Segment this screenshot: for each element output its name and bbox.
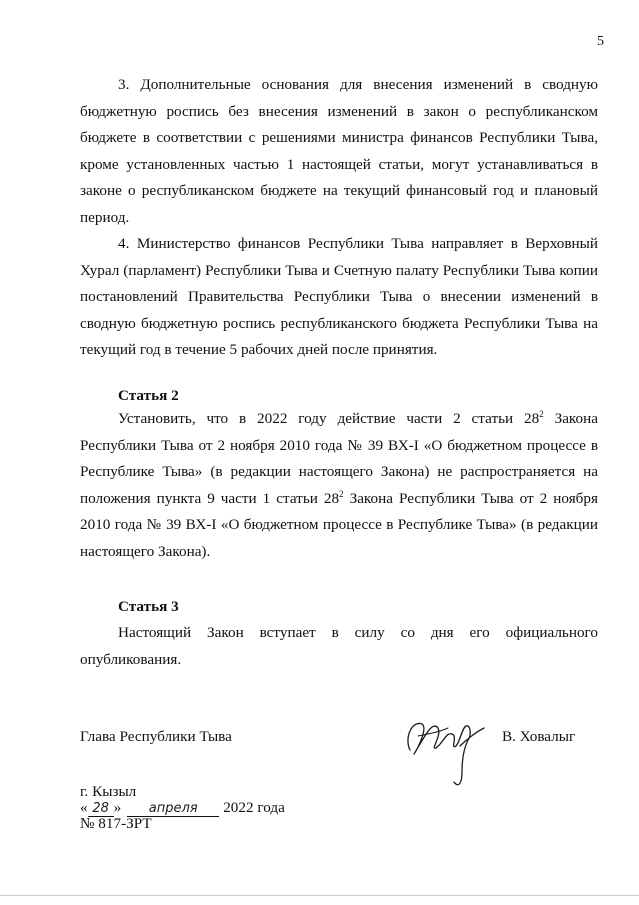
article-2-superscript-1: 2 xyxy=(539,409,544,419)
article-2-text-part2: Закона Республики Тыва от 2 ноября 2010 года № 39 ВХ-I «О бюджетном процессе в Республике Тыва» (в редакции настоящего Закона) не распространяется на положения пункта 9 части 1 статьи 28 xyxy=(80,410,599,507)
paragraph-3: 3. Дополнительные основания для внесения изменений в сводную бюджетную роспись без внесения изменений в закон о республиканском бюджете в соответствии с решениями министра финансов Республики Тыва, кроме установленных частью 1 настоящей статьи, могут устанавливаться в законе о республиканском бюджете на текущий финансовый год и плановый период. xyxy=(80,76,598,226)
date-quote-open: « xyxy=(80,799,88,816)
paragraph-4: 4. Министерство финансов Республики Тыва направляет в Верховный Хурал (парламент) Республики Тыва и Счетную палату Республики Тыва копии постановлений Правительства Республики Тыва о внесении изменений в сводную бюджетную роспись республиканского бюджета Республики Тыва на текущий год в течение 5 рабочих дней после принятия. xyxy=(80,235,598,358)
article-2-text xyxy=(80,406,598,565)
article-3-text: Настоящий Закон вступает в силу со дня его официального опубликования. xyxy=(80,624,598,668)
date-day: 28 xyxy=(88,801,114,817)
page-bottom-rule xyxy=(0,895,639,896)
article-3-heading: Статья 3 xyxy=(118,598,179,615)
article-2-text-part3: Закона Республики Тыва от 2 ноября 2010 года № 39 ВХ-I «О бюджетном процессе в Республике Тыва» (в редакции настоящего Закона). xyxy=(80,489,598,560)
article-2-superscript-2: 2 xyxy=(339,488,344,499)
signatory-name: В. Ховалыг xyxy=(502,728,576,745)
signatory-role: Глава Республики Тыва xyxy=(80,728,232,745)
article-2-heading: Статья 2 xyxy=(118,387,179,404)
page-number: 5 xyxy=(597,34,604,49)
law-number: № 817-ЗРТ xyxy=(80,815,152,832)
handwritten-signature xyxy=(400,698,486,790)
article-2-text-part1: Установить, что в 2022 году действие части 2 статьи 28 xyxy=(118,410,540,427)
place-of-signing: г. Кызыл xyxy=(80,783,137,800)
date-year: 2022 года xyxy=(223,799,285,816)
date-month: апреля xyxy=(127,801,219,817)
date-quote-close: » xyxy=(113,799,122,816)
